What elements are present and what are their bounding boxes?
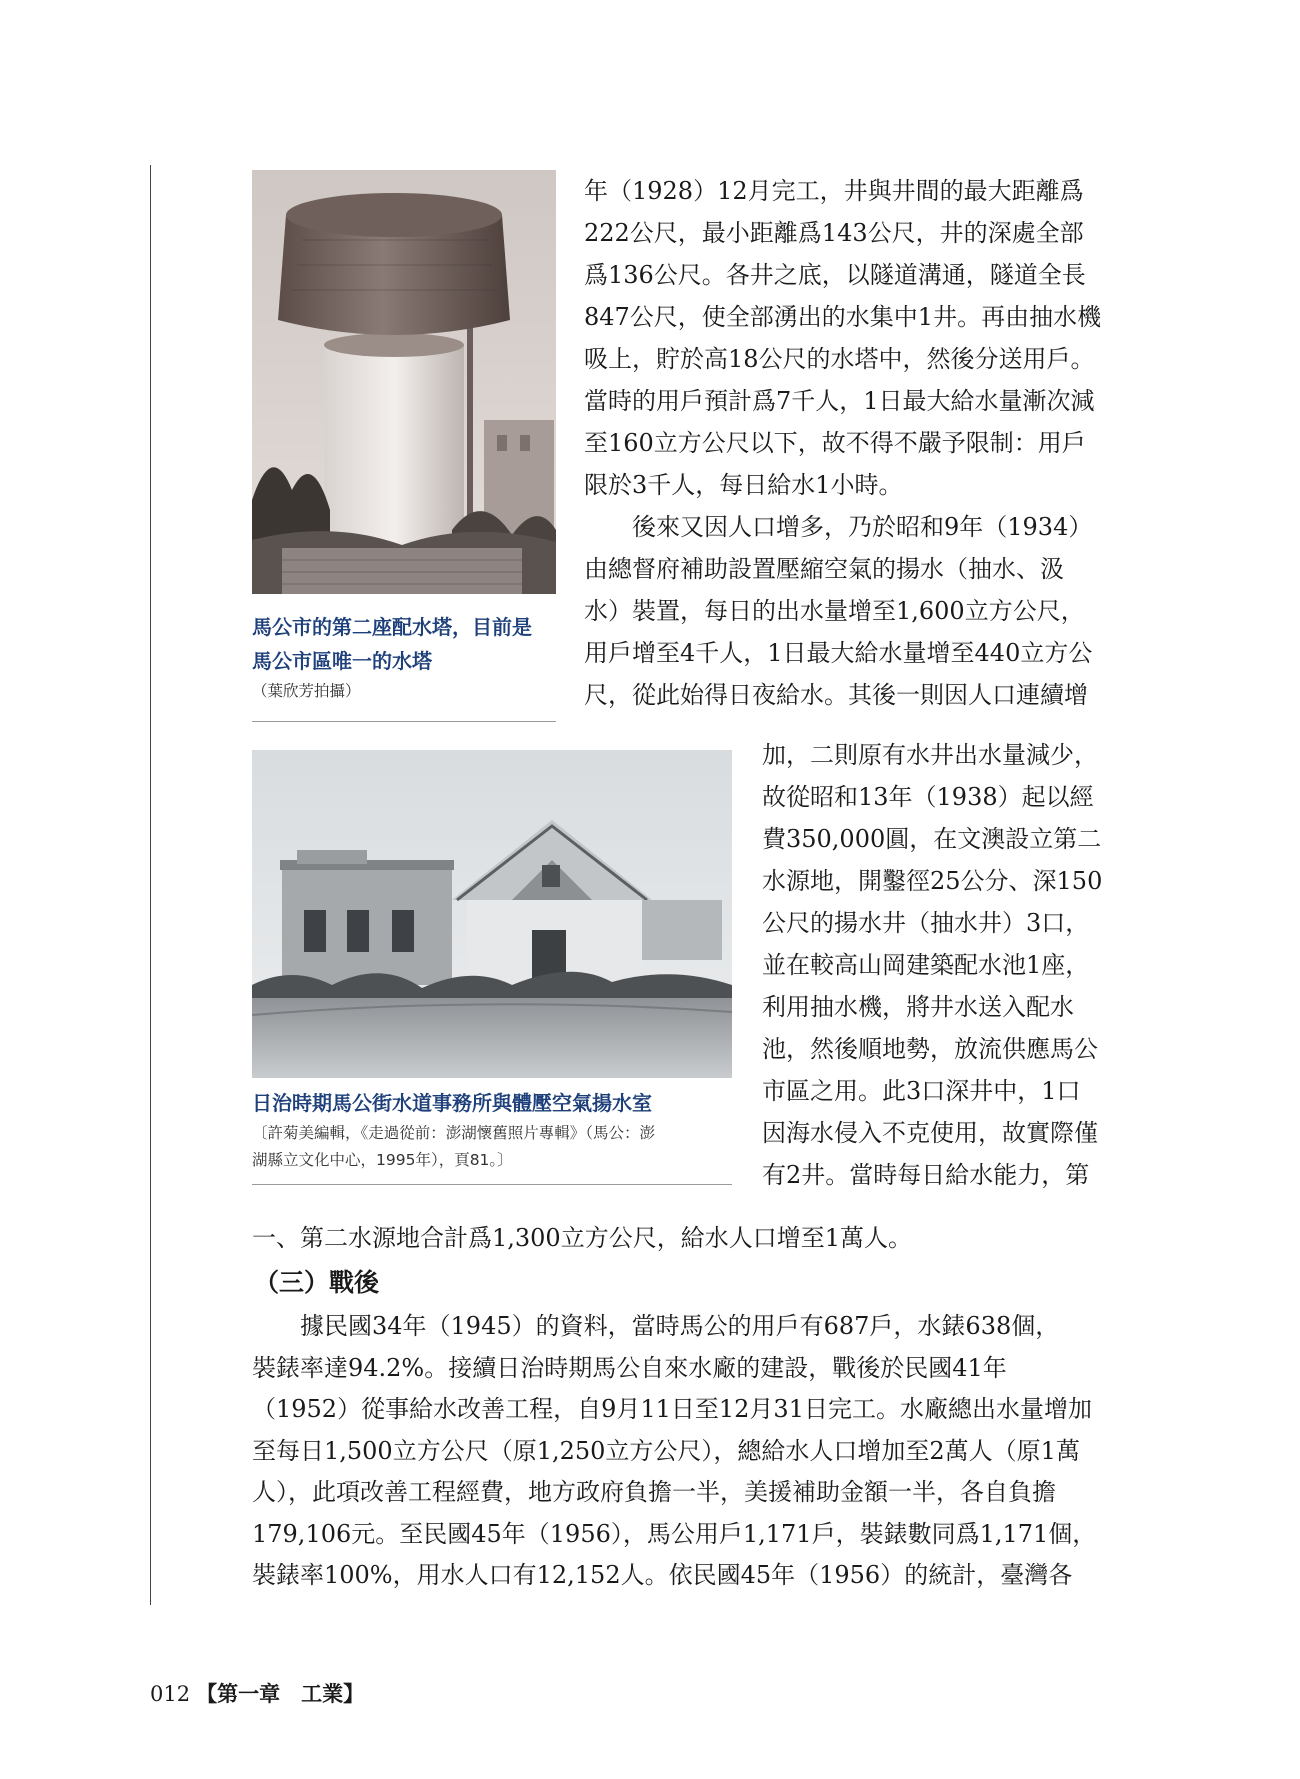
text-line: 222公尺，最小距離爲143公尺，井的深處全部 — [584, 219, 1084, 247]
text-line: 尺，從此始得日夜給水。其後一則因人口連續增 — [584, 681, 1088, 709]
text-line: 爲136公尺。各井之底，以隧道溝通，隧道全長 — [584, 261, 1086, 289]
water-tower-caption-line-2: 馬公市區唯一的水塔 — [252, 649, 432, 673]
text-line: 至160立方公尺以下，故不得不嚴予限制：用戶 — [584, 429, 1086, 457]
text-line: 費350,000圓，在文澳設立第二 — [762, 825, 1102, 853]
text-line: 利用抽水機，將井水送入配水 — [762, 993, 1074, 1021]
text-line: 人），此項改善工程經費，地方政府負擔一半，美援補助金額一半，各自負擔 — [252, 1478, 1056, 1506]
text-line: 847公尺，使全部湧出的水集中1井。再由抽水機 — [584, 303, 1102, 331]
margin-rule — [150, 165, 151, 1605]
caption-divider — [252, 721, 556, 722]
page-footer — [150, 1678, 364, 1708]
text-line: 裝錶率達94.2%。接續日治時期馬公自來水廠的建設，戰後於民國41年 — [252, 1353, 1007, 1382]
chapter-label: 【第一章 工業】 — [196, 1681, 365, 1706]
text-line: 一、第二水源地合計爲1,300立方公尺，給水人口增至1萬人。 — [252, 1224, 912, 1252]
text-line: 市區之用。此3口深井中，1口 — [762, 1077, 1081, 1105]
section-heading: （三）戰後 — [254, 1268, 380, 1297]
text-line: 裝錶率100%，用水人口有12,152人。依民國45年（1956）的統計，臺灣各 — [252, 1561, 1073, 1589]
water-tower-caption-line-1: 馬公市的第二座配水塔，目前是 — [252, 615, 532, 639]
body-text-continuation — [252, 1218, 1132, 1258]
text-line: 限於3千人，每日給水1小時。 — [584, 471, 903, 499]
caption-divider — [252, 1184, 732, 1185]
text-line: 用戶增至4千人，1日最大給水量增至440立方公 — [584, 639, 1093, 667]
text-line: 至每日1,500立方公尺（原1,250立方公尺），總給水人口增加至2萬人（原1萬 — [252, 1436, 1080, 1465]
text-line: 由總督府補助設置壓縮空氣的揚水（抽水、汲 — [584, 555, 1064, 583]
text-line: 因海水侵入不克使用，故實際僅 — [762, 1119, 1098, 1147]
text-line: 並在較高山岡建築配水池1座， — [762, 951, 1090, 979]
body-text-right-column — [584, 170, 1129, 716]
water-tower-caption — [252, 610, 556, 705]
text-line: 公尺的揚水井（抽水井）3口， — [762, 909, 1090, 937]
text-line: 後來又因人口增多，乃於昭和9年（1934） — [584, 513, 1093, 541]
text-line: 當時的用戶預計爲7千人，1日最大給水量漸次減 — [584, 387, 1095, 415]
text-line: 水源地，開鑿徑25公分、深150 — [762, 867, 1103, 895]
text-line: 有2井。當時每日給水能力，第 — [762, 1161, 1090, 1189]
body-text-narrow-column — [762, 734, 1132, 1196]
waterworks-office-photo — [252, 750, 732, 1078]
text-line: 池，然後順地勢，放流供應馬公 — [762, 1035, 1098, 1063]
waterworks-office-caption — [252, 1086, 732, 1174]
text-line: 年（1928）12月完工，井與井間的最大距離爲 — [584, 177, 1084, 205]
text-line: 故從昭和13年（1938）起以經 — [762, 783, 1094, 811]
waterworks-office-credit-line-2: 湖縣立文化中心，1995年），頁81。〕 — [252, 1151, 513, 1169]
waterworks-office-caption-title: 日治時期馬公街水道事務所與體壓空氣揚水室 — [252, 1091, 652, 1115]
text-line: 179,106元。至民國45年（1956），馬公用戶1,171戶，裝錶數同爲1,171個， — [252, 1519, 1097, 1548]
text-line: 吸上，貯於高18公尺的水塔中，然後分送用戶。 — [584, 345, 1095, 373]
text-line: （1952）從事給水改善工程，自9月11日至12月31日完工。水廠總出水量增加 — [252, 1395, 1092, 1423]
body-text-postwar — [252, 1306, 1132, 1597]
waterworks-office-credit-line-1: 〔許菊美編輯，《走過從前：澎湖懷舊照片專輯》（馬公：澎 — [252, 1124, 656, 1142]
text-line: 據民國34年（1945）的資料，當時馬公的用戶有687戶，水錶638個， — [252, 1312, 1060, 1340]
page-number: 012 — [150, 1682, 191, 1706]
text-line: 水）裝置，每日的出水量增至1,600立方公尺， — [584, 597, 1085, 625]
water-tower-photo — [252, 170, 556, 594]
water-tower-credit: （葉欣芳拍攝） — [252, 682, 361, 700]
text-line: 加，二則原有水井出水量減少， — [762, 741, 1098, 769]
